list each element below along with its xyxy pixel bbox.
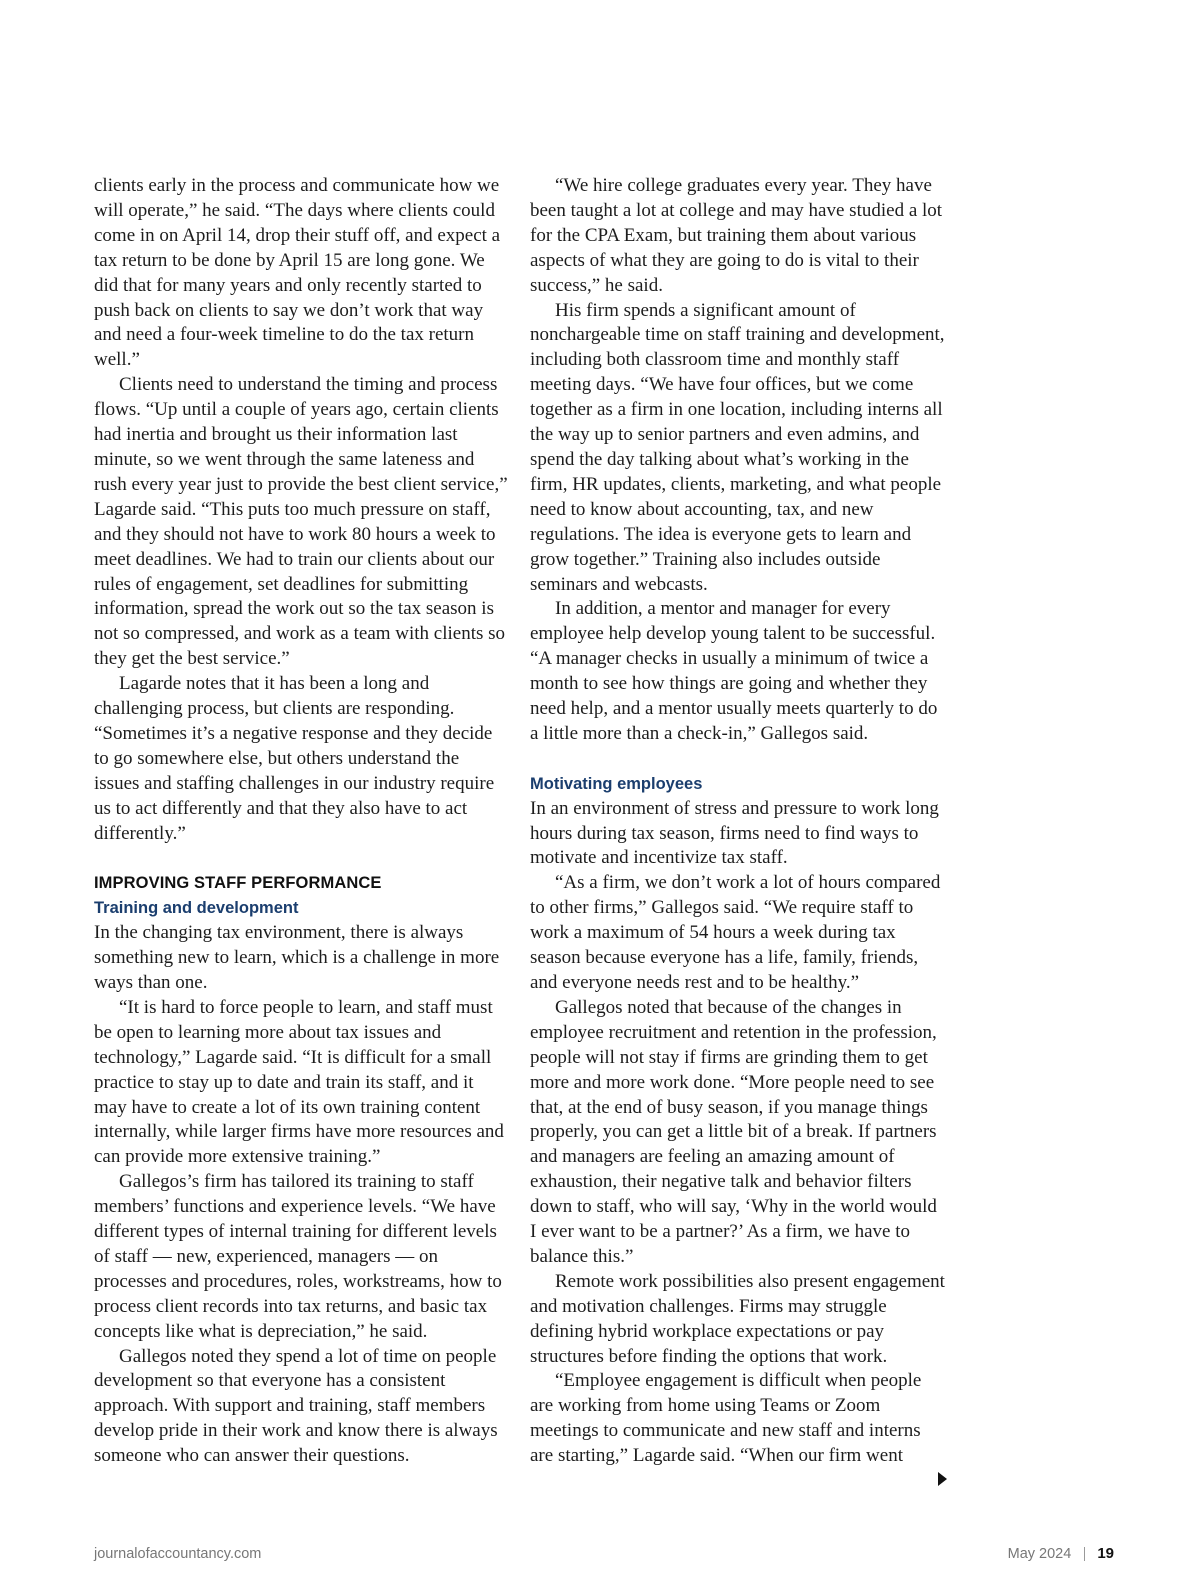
subheading-training: Training and development [94, 899, 299, 918]
paragraph: clients early in the process and communicate how we will operate,” he said. “The days where clients could come in on April 14, drop their stuff off, and expect a tax return to be done by April 15 are long gone. We did that for many years and only recently started to push back on clients to say we don’t work that way and need a four-week timeline to do the tax return well.” [94, 175, 501, 371]
section-spacer [94, 846, 508, 871]
paragraph: Gallegos noted that because of the changes in employee recruitment and retention in the profession, people will not stay if firms are grinding them to get more and more work done. “More people need to see that, at the end of busy season, if you manage things properly, you can get a little bit of a break. If partners and managers are feeling an amazing amount of exhaustion, their negative talk and behavior filters down to staff, who will say, ‘Why in the world would I ever want to be a partner?’ As a firm, we have to balance this.” [530, 996, 937, 1267]
section-heading: IMPROVING STAFF PERFORMANCE [94, 874, 382, 893]
paragraph: “It is hard to force people to learn, and staff must be open to learning more about tax issues and technology,” Lagarde said. “It is difficult for a small practice to stay up to date and train its staff, and it may have to create a lot of its own training content internally, while larger firms have more resources and can provide more extensive training.” [94, 996, 504, 1168]
footer-divider [1084, 1547, 1085, 1561]
footer-folio [1008, 1545, 1114, 1562]
paragraph: “Employee engagement is difficult when people are working from home using Teams or Zoom meetings to communicate and new staff and interns are starting,” Lagarde said. “When our firm went [530, 1370, 922, 1467]
paragraph: Gallegos noted they spend a lot of time on people development so that everyone has a consistent approach. With support and training, staff members develop pride in their work and know there is always someone who can answer their questions. [94, 1345, 498, 1467]
play-arrow-icon [938, 1472, 947, 1486]
paragraph: “As a firm, we don’t work a lot of hours compared to other firms,” Gallegos said. “We require staff to work a maximum of 54 hours a week during tax season because everyone has a life, family, friends, and everyone needs rest and to be healthy.” [530, 872, 941, 993]
page-number: 19 [1097, 1545, 1114, 1562]
left-column [94, 174, 508, 1469]
paragraph: In the changing tax environment, there is always something new to learn, which is a challenge in more ways than one. [94, 922, 500, 993]
paragraph: In addition, a mentor and manager for every employee help develop young talent to be successful. “A manager checks in usually a minimum of twice a month to see how things are going and whether they need help, and a mentor usually meets quarterly to do a little more than a check-in,” Gallegos said. [530, 598, 938, 744]
paragraph: Gallegos’s firm has tailored its training to staff members’ functions and experience levels. “We have different types of internal training for different levels of staff — new, experienced, managers — on processes and procedures, roles, workstreams, how to process client records into tax returns, and basic tax concepts like what is depreciation,” he said. [94, 1171, 502, 1342]
right-column [530, 174, 946, 1469]
paragraph: Clients need to understand the timing and process flows. “Up until a couple of years ago, certain clients had inertia and brought us their information last minute, so we went through the same lateness and rush every year just to provide the best client service,” Lagarde said. “This puts too much pressure on staff, and they should not have to work 80 hours a week to meet deadlines. We had to train our clients about our rules of engagement, set deadlines for submitting information, spread the work out so the tax season is not so compressed, and work as a team with clients so they get the best service.” [94, 374, 508, 670]
subheading-motivating: Motivating employees [530, 774, 703, 793]
paragraph: In an environment of stress and pressure to work long hours during tax season, firms need to find ways to motivate and incentivize tax staff. [530, 797, 939, 869]
paragraph: His firm spends a significant amount of nonchargeable time on staff training and development, including both classroom time and monthly staff meeting days. “We have four offices, but we come together as a firm in one location, including interns all the way up to senior partners and even admins, and spend the day talking about what’s working in the firm, HR updates, clients, marketing, and what people need to know about accounting, tax, and new regulations. The idea is everyone gets to learn and grow together.” Training also includes outside seminars and webcasts. [530, 299, 945, 595]
paragraph: Lagarde notes that it has been a long and challenging process, but clients are responding. “Sometimes it’s a negative response and they decide to go somewhere else, but others understand the issues and staffing challenges in our industry require us to act differently and that they also have to act differently.” [94, 673, 495, 844]
section-spacer [530, 747, 946, 772]
issue-date: May 2024 [1007, 1545, 1072, 1562]
paragraph: Remote work possibilities also present engagement and motivation challenges. Firms may struggle defining hybrid workplace expectations or pay structures before finding the options that work. [530, 1270, 945, 1367]
paragraph: “We hire college graduates every year. They have been taught a lot at college and may have studied a lot for the CPA Exam, but training them about various aspects of what they are going to do is vital to their success,” he said. [530, 175, 943, 296]
footer-url[interactable]: journalofaccountancy.com [94, 1546, 262, 1562]
